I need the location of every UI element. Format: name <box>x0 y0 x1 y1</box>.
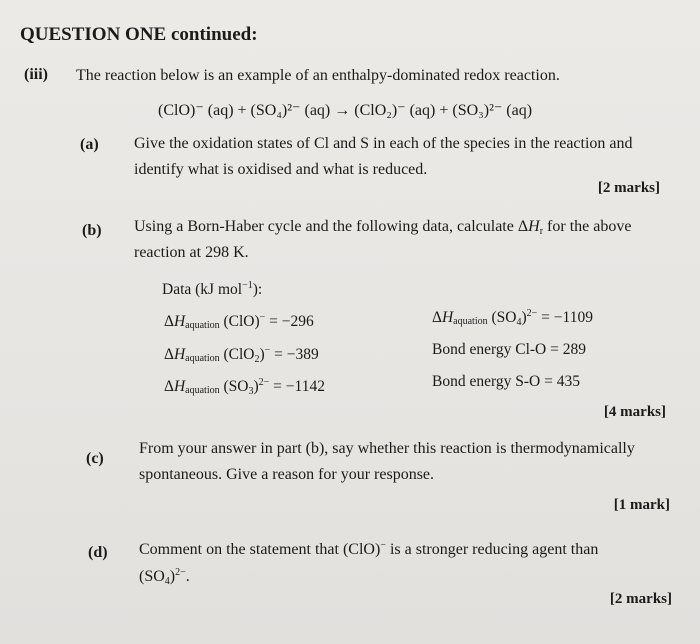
reaction-equation: (ClO)⁻ (aq) + (SO₄)²⁻ (aq) → (ClO₂)⁻ (aq) + (SO₃)²⁻ (aq) <box>158 102 533 119</box>
part-b-line-2: reaction at 298 K. <box>134 244 249 261</box>
part-a-label: (a) <box>80 136 99 153</box>
part-d-label: (d) <box>88 544 108 561</box>
part-c-line-1: From your answer in part (b), say whether this reaction is thermodynamically <box>139 440 635 457</box>
data-aquation-clo: $\Delta H_{aquation}$ (ClO)− = −296 <box>164 312 314 331</box>
data-aquation-so3: $\Delta H_{aquation}$ $(SO_3)^{2-} = -1142$ <box>164 377 325 397</box>
part-c-marks: [1 mark] <box>613 497 670 513</box>
part-c-label: (c) <box>86 450 104 467</box>
page-heading: QUESTION ONE continued: <box>20 24 258 45</box>
part-a-line-2: identify what is oxidised and what is reduced. <box>134 161 428 178</box>
question-number: (iii) <box>24 66 48 83</box>
part-b-label: (b) <box>82 222 102 239</box>
data-aquation-so4: $\Delta H_{aquation}$ $(SO_4)^{2-} = -1109$ <box>432 308 593 328</box>
part-b-line-1: Using a Born-Haber cycle and the following data, calculate $\Delta H_r$ for the above <box>134 218 632 237</box>
part-d-marks: [2 marks] <box>609 591 672 607</box>
part-a-marks: [2 marks] <box>597 180 660 196</box>
part-d-line-2: $(SO_4)^{2-}$. <box>139 567 190 587</box>
part-c-line-2: spontaneous. Give a reason for your response. <box>139 466 435 483</box>
data-bond-s-o: Bond energy S-O = 435 <box>432 373 580 390</box>
data-title: Data (kJ mol$^{-1}$): <box>162 280 263 298</box>
data-bond-cl-o: Bond energy Cl-O = 289 <box>432 341 586 358</box>
data-aquation-clo2: $\Delta H_{aquation}$ (ClO$_2$)− = −389 <box>164 345 319 365</box>
part-b-marks: [4 marks] <box>603 404 666 420</box>
part-d-line-1: Comment on the statement that (ClO)− is a stronger reducing agent than <box>139 540 599 558</box>
part-a-line-1: Give the oxidation states of Cl and S in each of the species in the reaction and <box>134 135 633 152</box>
question-intro: The reaction below is an example of an enthalpy-dominated redox reaction. <box>76 67 560 84</box>
